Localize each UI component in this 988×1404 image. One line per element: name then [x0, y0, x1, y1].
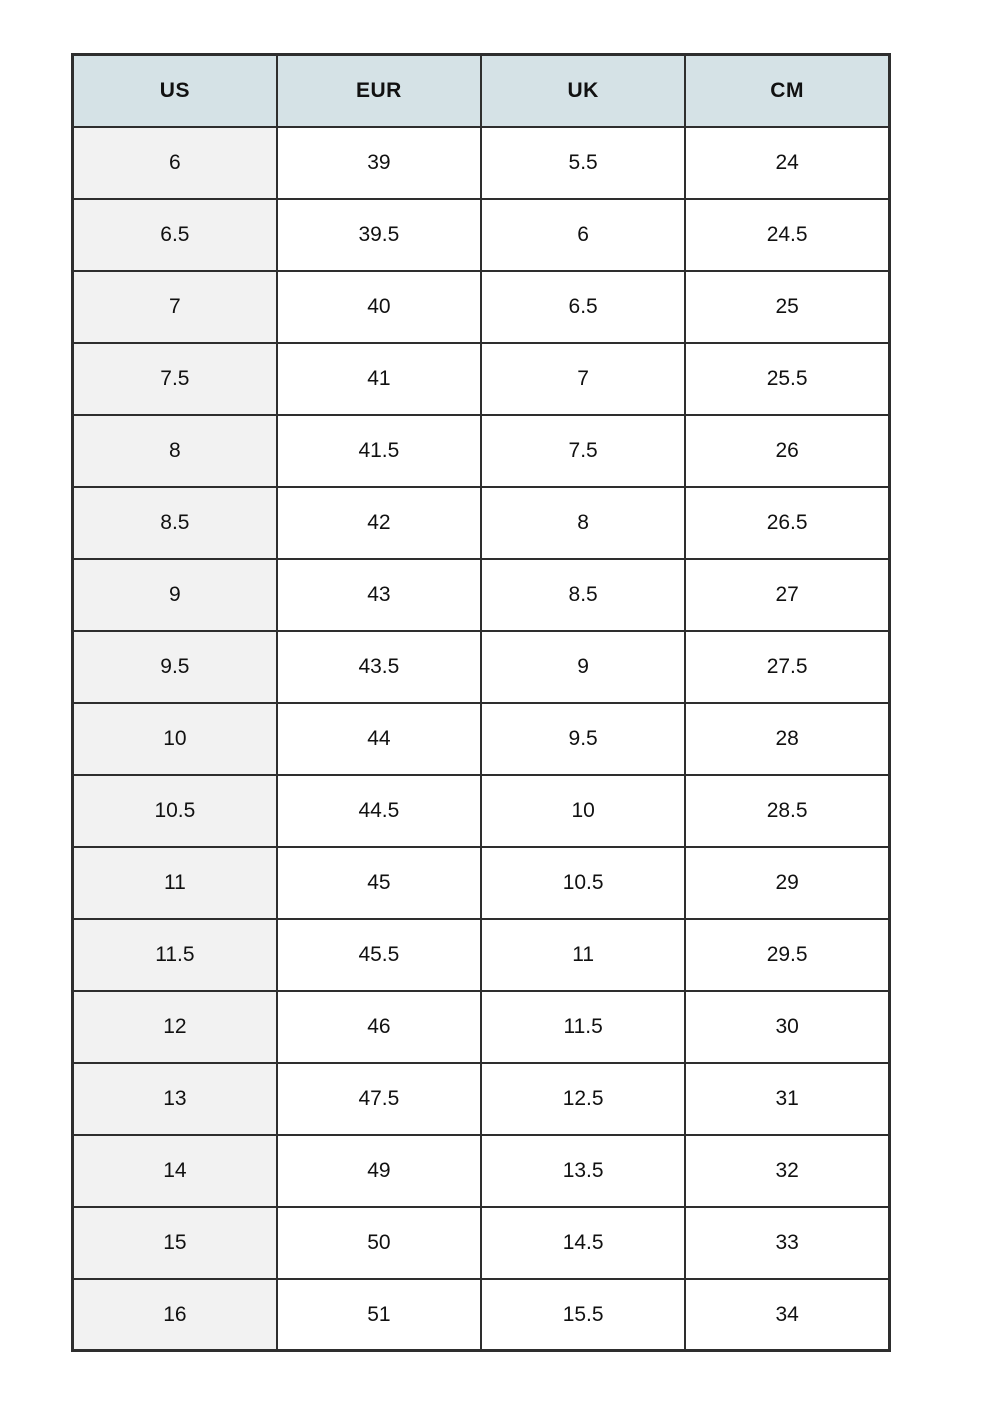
table-row: [73, 487, 890, 559]
cell-us: 8: [73, 415, 277, 487]
cell-eur: 40: [277, 271, 481, 343]
header-row: [73, 55, 890, 127]
cell-uk: 5.5: [481, 127, 685, 199]
cell-cm: 29: [685, 847, 889, 919]
cell-eur: 50: [277, 1207, 481, 1279]
cell-us: 7: [73, 271, 277, 343]
header-us: US: [73, 55, 277, 127]
cell-us: 16: [73, 1279, 277, 1351]
cell-us: 6: [73, 127, 277, 199]
cell-cm: 25: [685, 271, 889, 343]
table-row: [73, 1135, 890, 1207]
cell-us: 15: [73, 1207, 277, 1279]
table-row: [73, 1063, 890, 1135]
cell-us: 11.5: [73, 919, 277, 991]
cell-uk: 14.5: [481, 1207, 685, 1279]
cell-us: 8.5: [73, 487, 277, 559]
cell-eur: 51: [277, 1279, 481, 1351]
cell-uk: 9: [481, 631, 685, 703]
table-row: [73, 919, 890, 991]
cell-cm: 26: [685, 415, 889, 487]
cell-cm: 30: [685, 991, 889, 1063]
cell-cm: 24.5: [685, 199, 889, 271]
cell-us: 6.5: [73, 199, 277, 271]
table-row: [73, 415, 890, 487]
cell-eur: 41: [277, 343, 481, 415]
cell-eur: 47.5: [277, 1063, 481, 1135]
cell-uk: 7: [481, 343, 685, 415]
cell-uk: 10.5: [481, 847, 685, 919]
size-table-body: [73, 127, 890, 1351]
cell-uk: 11.5: [481, 991, 685, 1063]
cell-us: 9: [73, 559, 277, 631]
header-eur: EUR: [277, 55, 481, 127]
table-row: [73, 271, 890, 343]
cell-eur: 42: [277, 487, 481, 559]
table-row: [73, 703, 890, 775]
cell-uk: 7.5: [481, 415, 685, 487]
table-row: [73, 199, 890, 271]
size-conversion-table-container: [71, 53, 891, 1352]
cell-eur: 39.5: [277, 199, 481, 271]
cell-cm: 27.5: [685, 631, 889, 703]
cell-cm: 28.5: [685, 775, 889, 847]
cell-us: 9.5: [73, 631, 277, 703]
cell-eur: 44: [277, 703, 481, 775]
size-conversion-table: [71, 53, 891, 1352]
cell-eur: 45.5: [277, 919, 481, 991]
cell-us: 12: [73, 991, 277, 1063]
header-uk: UK: [481, 55, 685, 127]
cell-uk: 8.5: [481, 559, 685, 631]
cell-cm: 26.5: [685, 487, 889, 559]
cell-eur: 43: [277, 559, 481, 631]
cell-uk: 15.5: [481, 1279, 685, 1351]
cell-cm: 31: [685, 1063, 889, 1135]
cell-eur: 44.5: [277, 775, 481, 847]
cell-cm: 32: [685, 1135, 889, 1207]
cell-eur: 49: [277, 1135, 481, 1207]
cell-uk: 6: [481, 199, 685, 271]
table-row: [73, 343, 890, 415]
size-table-header: [73, 55, 890, 127]
cell-cm: 29.5: [685, 919, 889, 991]
table-row: [73, 1279, 890, 1351]
cell-cm: 33: [685, 1207, 889, 1279]
header-cm: CM: [685, 55, 889, 127]
cell-cm: 28: [685, 703, 889, 775]
cell-cm: 34: [685, 1279, 889, 1351]
cell-eur: 41.5: [277, 415, 481, 487]
cell-eur: 45: [277, 847, 481, 919]
cell-uk: 11: [481, 919, 685, 991]
cell-uk: 13.5: [481, 1135, 685, 1207]
cell-uk: 10: [481, 775, 685, 847]
cell-cm: 25.5: [685, 343, 889, 415]
table-row: [73, 559, 890, 631]
cell-uk: 9.5: [481, 703, 685, 775]
cell-us: 10: [73, 703, 277, 775]
cell-us: 14: [73, 1135, 277, 1207]
cell-eur: 46: [277, 991, 481, 1063]
table-row: [73, 991, 890, 1063]
cell-uk: 6.5: [481, 271, 685, 343]
table-row: [73, 127, 890, 199]
cell-uk: 8: [481, 487, 685, 559]
cell-cm: 24: [685, 127, 889, 199]
cell-us: 7.5: [73, 343, 277, 415]
cell-cm: 27: [685, 559, 889, 631]
cell-uk: 12.5: [481, 1063, 685, 1135]
table-row: [73, 775, 890, 847]
table-row: [73, 631, 890, 703]
cell-eur: 39: [277, 127, 481, 199]
table-row: [73, 1207, 890, 1279]
cell-us: 11: [73, 847, 277, 919]
cell-us: 10.5: [73, 775, 277, 847]
cell-us: 13: [73, 1063, 277, 1135]
cell-eur: 43.5: [277, 631, 481, 703]
table-row: [73, 847, 890, 919]
